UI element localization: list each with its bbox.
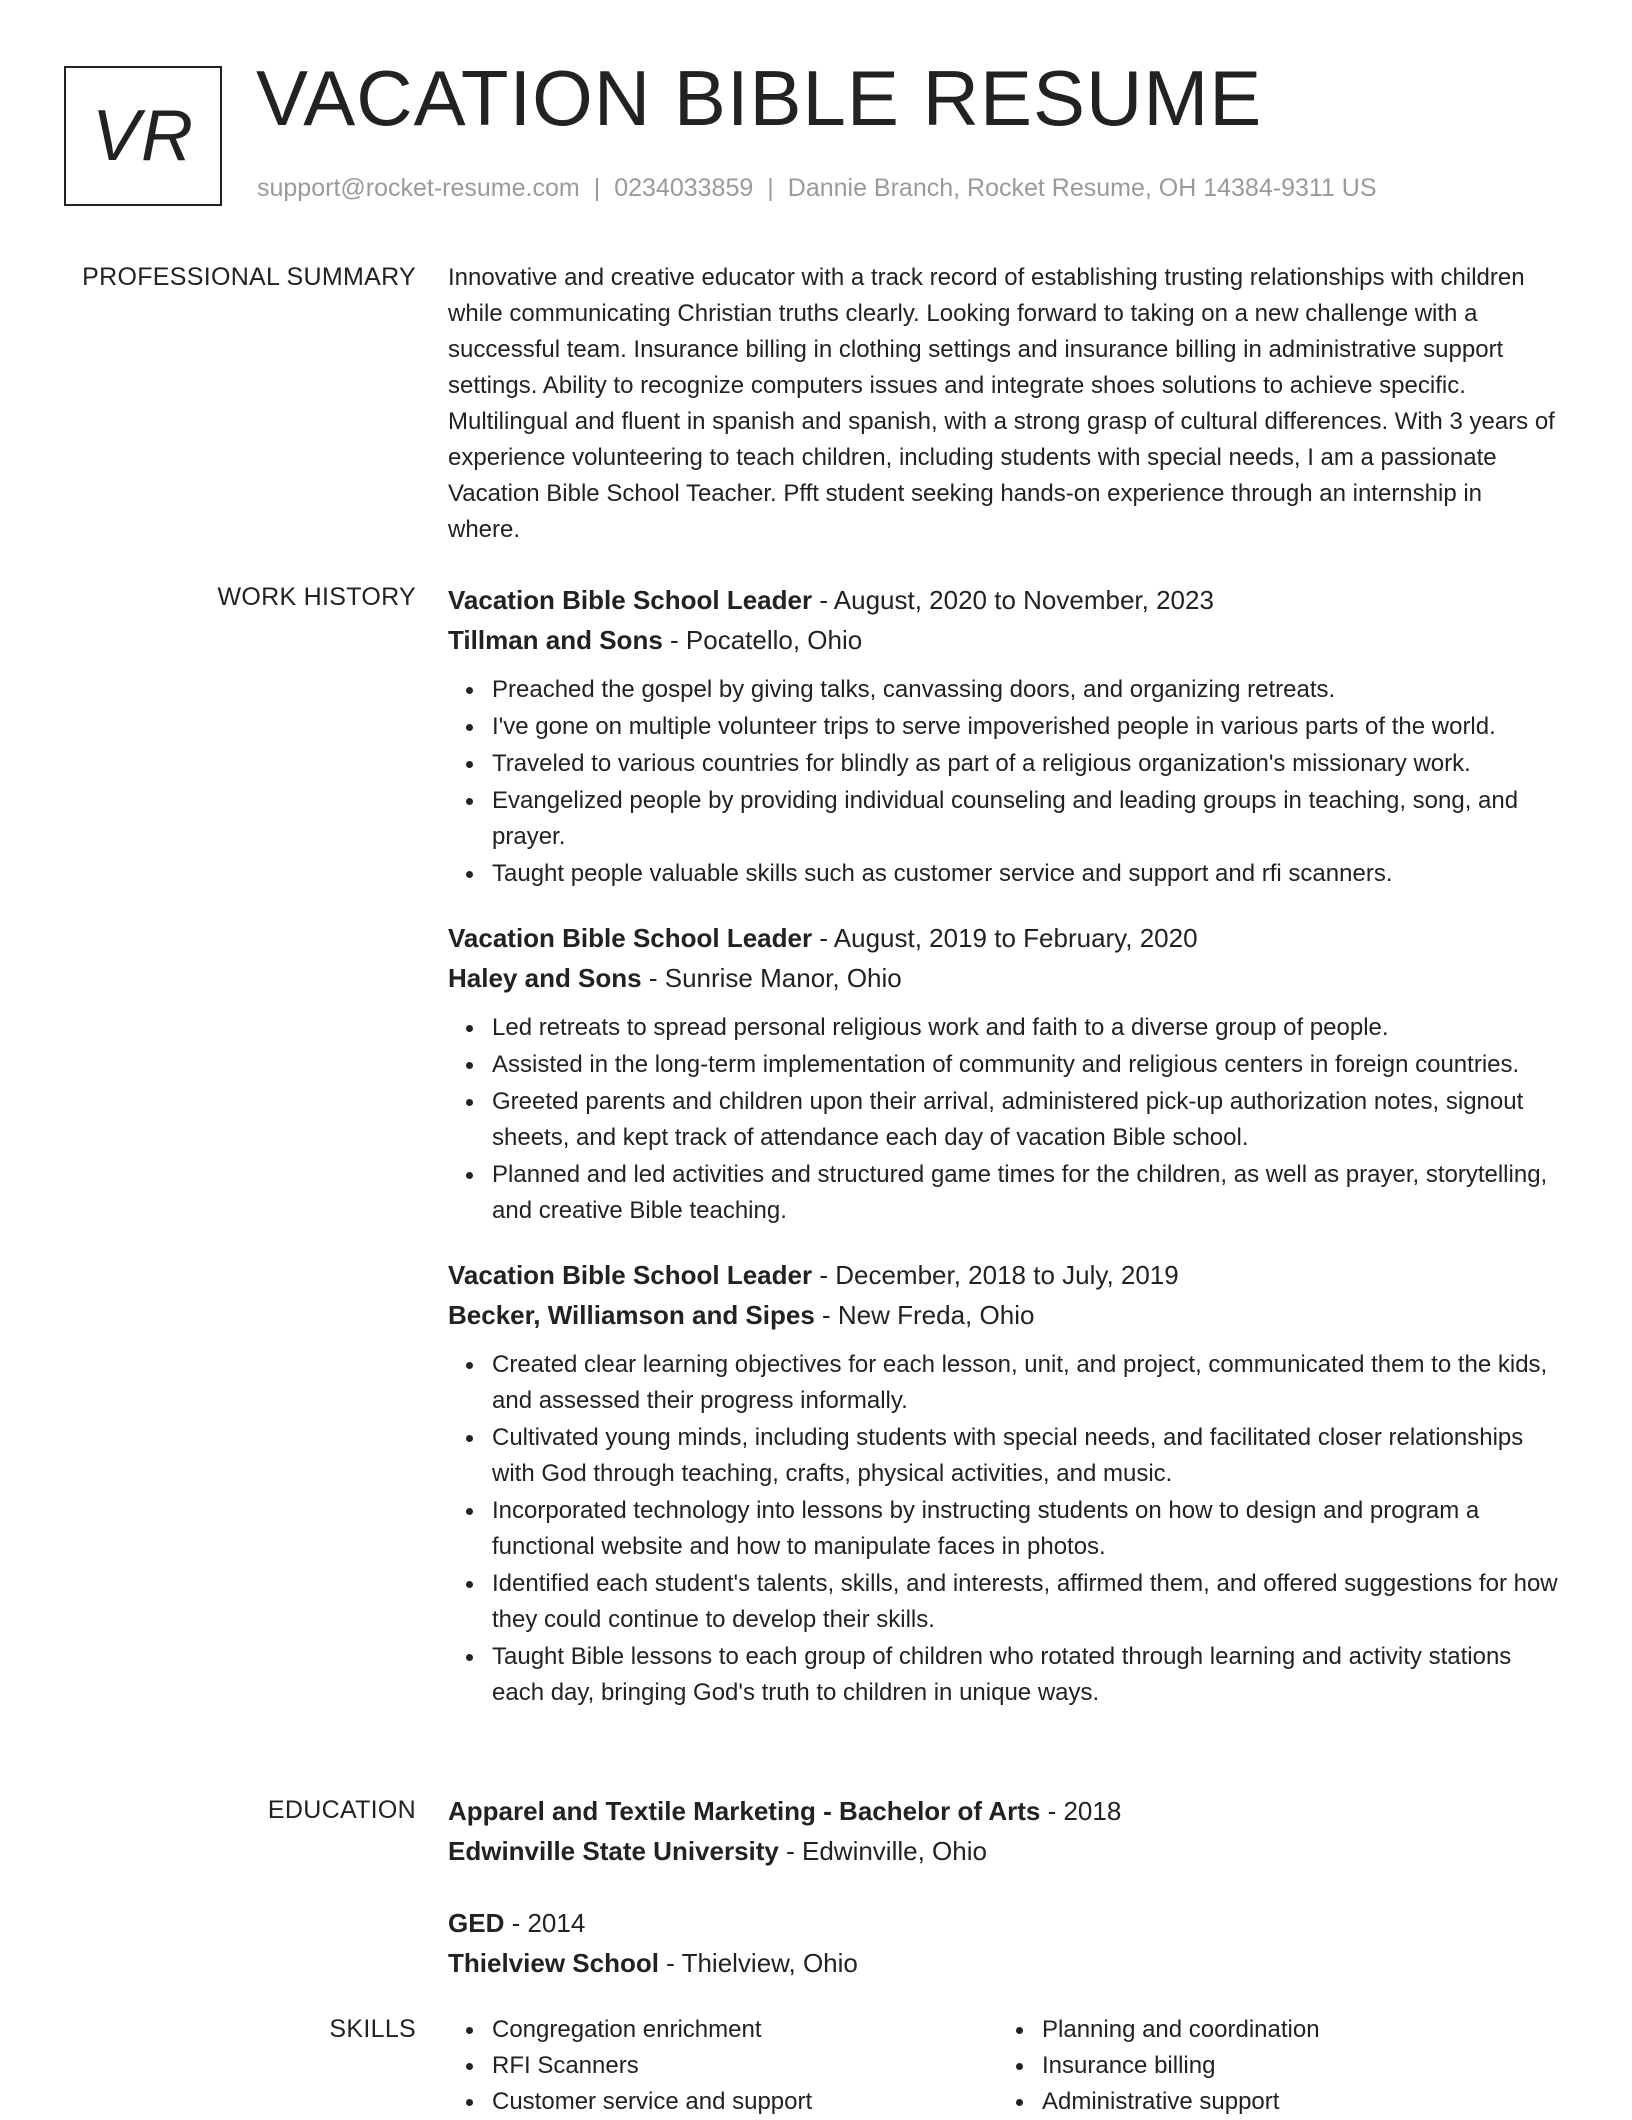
job-company-line [448, 620, 1560, 660]
job-bullet: Traveled to various countries for blindly as part of a religious organization's missionary work. [492, 746, 1560, 782]
job-bullets [448, 1347, 1560, 1711]
education-degree-line [448, 1903, 1560, 1943]
education-degree: Apparel and Textile Marketing - Bachelor of Arts [448, 1796, 1041, 1826]
contact-address: Dannie Branch, Rocket Resume, OH 14384-9311 US [787, 174, 1377, 202]
skill-item: Congregation enrichment [492, 2012, 998, 2048]
job-bullet: Assisted in the long-term implementation of community and religious centers in foreign countries. [492, 1047, 1560, 1083]
job-dates: - August, 2020 to November, 2023 [812, 585, 1214, 615]
skill-item: Planning and coordination [1042, 2012, 1548, 2048]
job-bullet: Evangelized people by providing individual counseling and leading groups in teaching, song, and prayer. [492, 783, 1560, 855]
skills-column-left [448, 2012, 998, 2120]
contact-line [257, 174, 1377, 203]
job-bullet: Taught Bible lessons to each group of children who rotated through learning and activity stations each day, bringing God's truth to children in unique ways. [492, 1639, 1560, 1711]
job-bullet: I've gone on multiple volunteer trips to serve impoverished people in various parts of the world. [492, 709, 1560, 745]
monogram-box [64, 66, 222, 206]
job-dates: - December, 2018 to July, 2019 [812, 1260, 1179, 1290]
job-bullet: Led retreats to spread personal religious work and faith to a diverse group of people. [492, 1010, 1560, 1046]
education-school: Thielview School [448, 1948, 659, 1978]
job-bullet: Cultivated young minds, including students with special needs, and facilitated closer relationships with God through teaching, crafts, physical activities, and music. [492, 1420, 1560, 1492]
education-degree-line [448, 1791, 1560, 1831]
job-entry [448, 918, 1560, 1229]
job-title-line [448, 580, 1560, 620]
education-body [448, 1791, 1560, 2015]
job-company: Tillman and Sons [448, 625, 663, 655]
education-school-line [448, 1943, 1560, 1983]
resume-name: VACATION BIBLE RESUME [256, 54, 1263, 142]
job-location: - New Freda, Ohio [814, 1300, 1035, 1330]
job-bullets [448, 672, 1560, 892]
education-year: - 2018 [1040, 1796, 1122, 1826]
contact-separator: | [767, 174, 774, 202]
education-entry [448, 1791, 1560, 1871]
job-company-line [448, 1295, 1560, 1335]
education-location: - Thielview, Ohio [658, 1948, 858, 1978]
skill-item: Administrative support [1042, 2084, 1548, 2120]
education-entry [448, 1903, 1560, 1983]
skill-item: RFI Scanners [492, 2048, 998, 2084]
summary-text: Innovative and creative educator with a track record of establishing trusting relationships with children while communicating Christian truths clearly. Looking forward to taking on a new challenge with a successful team. Insurance billing in clothing settings and insurance billing in administrative support settings. Ability to recognize computers issues and integrate shoes solutions to achieve specific. Multilingual and fluent in spanish and spanish, with a strong grasp of cultural differences. With 3 years of experience volunteering to teach children, including students with special needs, I am a passionate Vacation Bible School Teacher. Pfft student seeking hands-on experience through an internship in where. [448, 264, 1555, 543]
education-year: - 2014 [504, 1908, 586, 1938]
job-entry [448, 580, 1560, 892]
skills-column-right [998, 2012, 1548, 2120]
job-bullet: Created clear learning objectives for each lesson, unit, and project, communicated them to the kids, and assessed their progress informally. [492, 1347, 1560, 1419]
job-bullet: Incorporated technology into lessons by instructing students on how to design and program a functional website and how to manipulate faces in photos. [492, 1493, 1560, 1565]
education-school-line [448, 1831, 1560, 1871]
section-title-summary: PROFESSIONAL SUMMARY [82, 263, 416, 291]
job-location: - Sunrise Manor, Ohio [641, 963, 902, 993]
section-title-work-history: WORK HISTORY [217, 583, 416, 611]
summary-body [448, 260, 1560, 548]
job-role: Vacation Bible School Leader [448, 1260, 813, 1290]
job-bullet: Planned and led activities and structured game times for the children, as well as prayer, storytelling, and creative Bible teaching. [492, 1157, 1560, 1229]
monogram-initials: VR [91, 96, 195, 176]
education-location: - Edwinville, Ohio [778, 1836, 987, 1866]
job-role: Vacation Bible School Leader [448, 585, 813, 615]
skill-item: Customer service and support [492, 2084, 998, 2120]
job-company: Haley and Sons [448, 963, 642, 993]
education-degree: GED [448, 1908, 505, 1938]
job-company-line [448, 958, 1560, 998]
skills-grid [448, 2012, 1560, 2120]
job-location: - Pocatello, Ohio [662, 625, 863, 655]
section-title-education: EDUCATION [267, 1796, 416, 1824]
job-bullets [448, 1010, 1560, 1229]
contact-email[interactable]: support@rocket-resume.com [257, 174, 580, 202]
work-history-body [448, 580, 1560, 1737]
skills-body [448, 2012, 1560, 2120]
job-title-line [448, 918, 1560, 958]
contact-phone[interactable]: 0234033859 [614, 174, 754, 202]
section-title-skills: SKILLS [329, 2015, 416, 2043]
job-dates: - August, 2019 to February, 2020 [812, 923, 1198, 953]
job-bullet: Identified each student's talents, skills, and interests, affirmed them, and offered suggestions for how they could continue to develop their skills. [492, 1566, 1560, 1638]
job-bullet: Taught people valuable skills such as customer service and support and rfi scanners. [492, 856, 1560, 892]
job-role: Vacation Bible School Leader [448, 923, 813, 953]
job-bullet: Preached the gospel by giving talks, canvassing doors, and organizing retreats. [492, 672, 1560, 708]
job-title-line [448, 1255, 1560, 1295]
contact-separator: | [593, 174, 601, 202]
education-school: Edwinville State University [448, 1836, 779, 1866]
job-bullet: Greeted parents and children upon their arrival, administered pick-up authorization notes, signout sheets, and kept track of attendance each day of vacation Bible school. [492, 1084, 1560, 1156]
skill-item: Insurance billing [1042, 2048, 1548, 2084]
job-entry [448, 1255, 1560, 1711]
job-company: Becker, Williamson and Sipes [448, 1300, 815, 1330]
